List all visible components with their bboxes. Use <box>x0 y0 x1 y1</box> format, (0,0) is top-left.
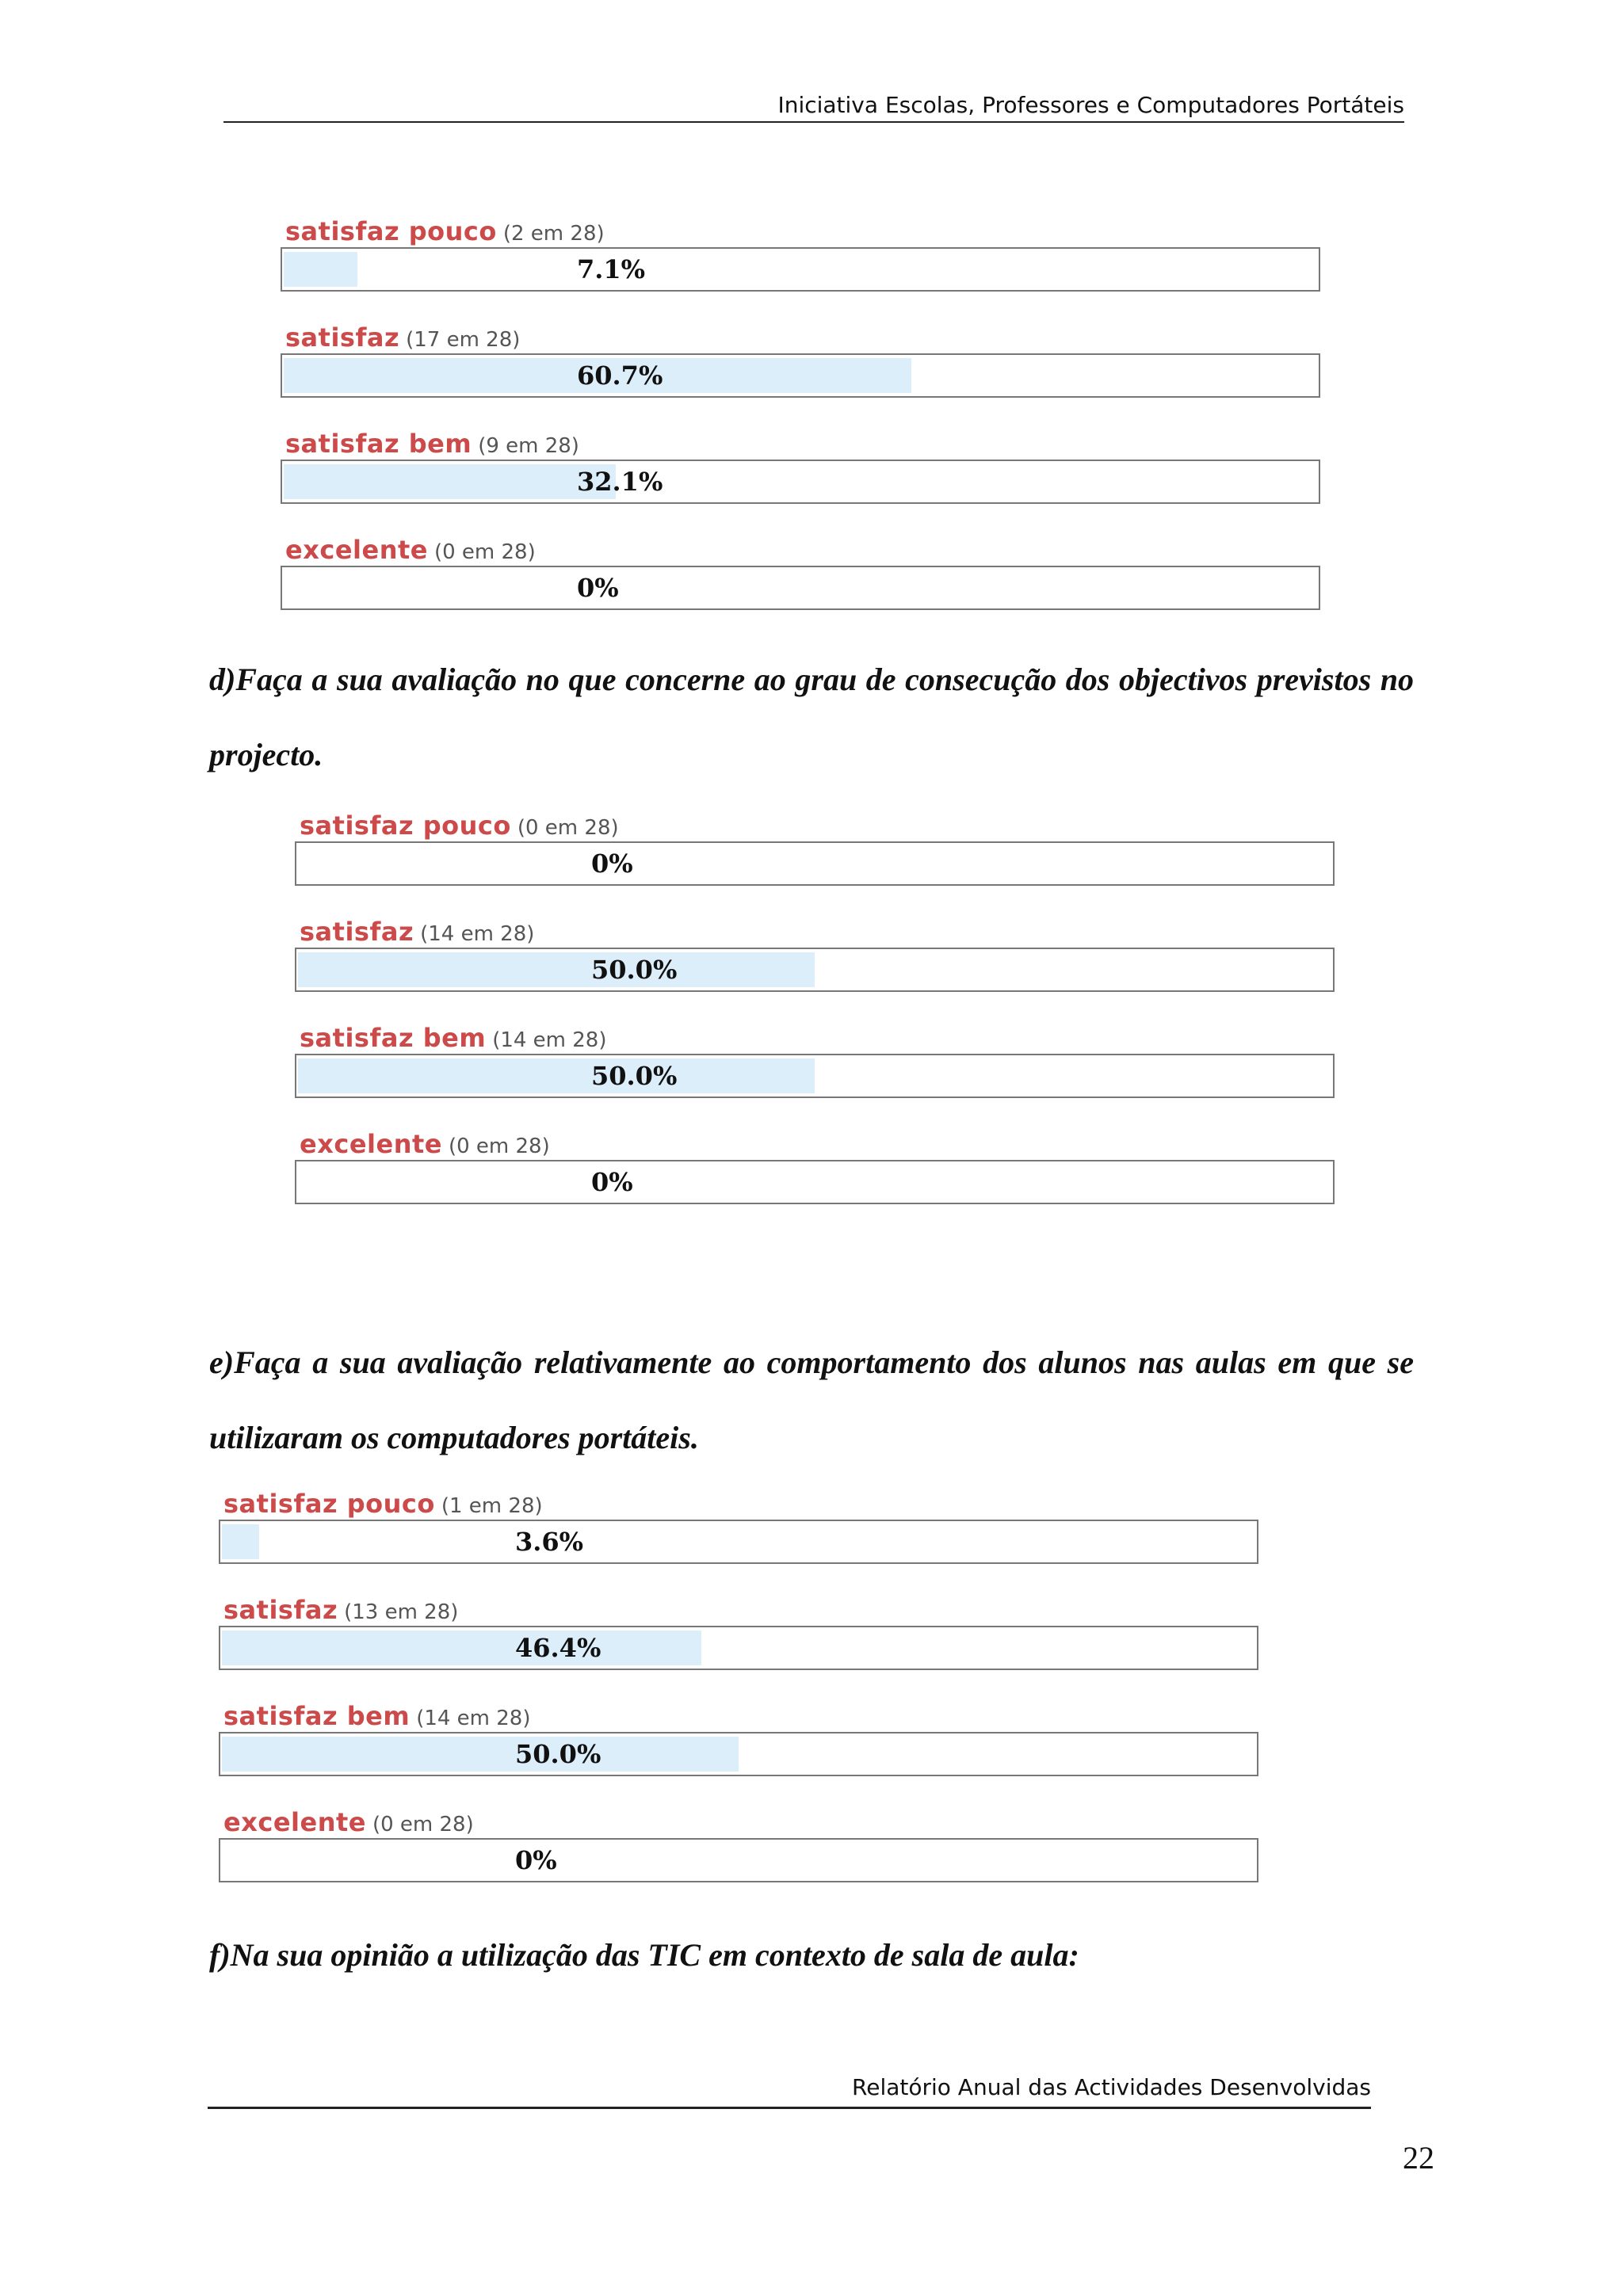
result-bar-fill <box>284 252 357 287</box>
result-bar <box>219 1732 1258 1776</box>
option-label: excelente <box>223 1807 366 1837</box>
option-label: satisfaz <box>300 917 414 947</box>
result-percent: 7.1% <box>577 254 646 284</box>
survey-results-e <box>219 1486 1262 1911</box>
result-bar-fill <box>222 1737 739 1772</box>
result-item <box>219 1805 1262 1911</box>
option-count: (9 em 28) <box>478 434 579 458</box>
result-bar-fill <box>222 1524 259 1559</box>
result-percent: 0% <box>515 1845 557 1875</box>
result-bar-fill <box>222 1630 701 1665</box>
result-percent: 32.1% <box>577 467 663 497</box>
option-label: excelente <box>285 535 428 565</box>
result-bar <box>295 841 1335 886</box>
result-item <box>219 1486 1262 1592</box>
result-bar-fill <box>298 952 815 987</box>
option-label: satisfaz pouco <box>223 1489 435 1519</box>
result-item <box>219 1699 1262 1805</box>
header-title: Iniciativa Escolas, Professores e Computadores Portáteis <box>777 92 1404 118</box>
result-item <box>281 214 1323 320</box>
option-count: (14 em 28) <box>420 922 535 946</box>
page-header <box>223 92 1404 123</box>
result-percent: 50.0% <box>591 955 678 985</box>
result-percent: 60.7% <box>577 360 663 391</box>
result-item <box>295 914 1338 1020</box>
result-bar-fill <box>298 1058 815 1093</box>
option-label: satisfaz <box>223 1595 338 1625</box>
option-label: satisfaz <box>285 322 400 353</box>
question-e: e)Faça a sua avaliação relativamente ao comportamento dos alunos nas aulas em que se utilizaram os computadores portáteis. <box>209 1344 1414 1455</box>
result-percent: 0% <box>577 573 619 603</box>
result-item <box>281 320 1323 426</box>
option-label: satisfaz pouco <box>285 216 497 246</box>
result-item <box>295 1127 1338 1233</box>
option-count: (0 em 28) <box>448 1135 550 1158</box>
result-bar <box>281 353 1320 398</box>
option-label: excelente <box>300 1129 442 1159</box>
result-bar <box>281 460 1320 504</box>
result-bar <box>281 247 1320 292</box>
result-item <box>295 808 1338 914</box>
result-item <box>295 1020 1338 1127</box>
result-percent: 46.4% <box>515 1633 601 1663</box>
option-count: (0 em 28) <box>517 816 619 840</box>
option-label: satisfaz bem <box>300 1023 487 1053</box>
result-percent: 50.0% <box>591 1061 678 1091</box>
option-count: (0 em 28) <box>433 540 536 564</box>
result-bar <box>219 1626 1258 1670</box>
result-bar <box>295 948 1335 992</box>
result-bar <box>295 1054 1335 1098</box>
result-bar <box>295 1160 1335 1204</box>
result-bar <box>219 1520 1258 1564</box>
option-label: satisfaz pouco <box>300 810 511 841</box>
option-count: (2 em 28) <box>502 222 605 246</box>
option-count: (14 em 28) <box>492 1028 607 1052</box>
result-percent: 3.6% <box>515 1527 584 1557</box>
footer-title: Relatório Anual das Actividades Desenvolvidas <box>852 2074 1371 2100</box>
option-label: satisfaz bem <box>223 1701 411 1731</box>
page-footer <box>208 2074 1371 2109</box>
result-bar-fill <box>284 464 616 499</box>
option-label: satisfaz bem <box>285 429 472 459</box>
survey-results-c <box>281 214 1323 639</box>
result-item <box>219 1592 1262 1699</box>
option-count: (13 em 28) <box>344 1600 459 1624</box>
option-count: (1 em 28) <box>441 1494 543 1518</box>
survey-results-d <box>295 808 1338 1233</box>
page-number: 22 <box>1403 2140 1434 2176</box>
result-bar <box>219 1838 1258 1882</box>
result-item <box>281 426 1323 532</box>
result-percent: 0% <box>591 1167 633 1197</box>
question-f: f)Na sua opinião a utilização das TIC em contexto de sala de aula: <box>209 1937 1079 1973</box>
result-item <box>281 532 1323 639</box>
option-count: (17 em 28) <box>406 328 521 352</box>
result-bar <box>281 566 1320 610</box>
result-percent: 0% <box>591 849 633 879</box>
result-percent: 50.0% <box>515 1739 601 1769</box>
question-d: d)Faça a sua avaliação no que concerne ao grau de consecução dos objectivos previstos no projecto. <box>209 662 1414 772</box>
option-count: (14 em 28) <box>416 1707 531 1730</box>
option-count: (0 em 28) <box>372 1813 474 1836</box>
